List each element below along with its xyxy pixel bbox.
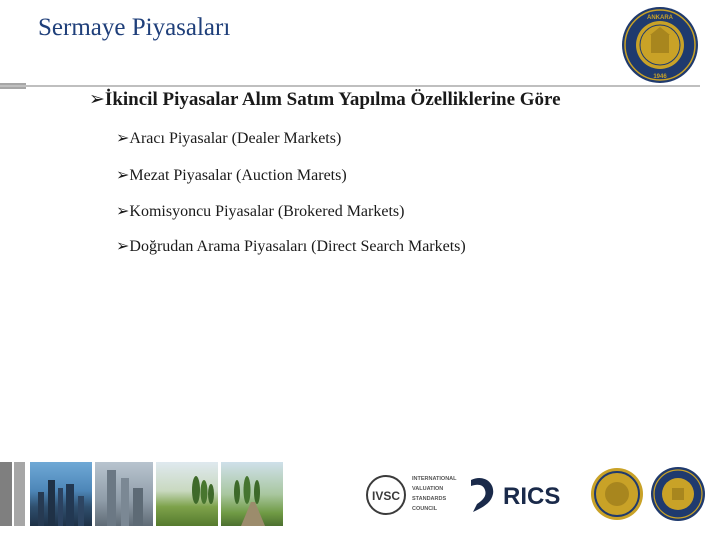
ivsc-line: STANDARDS	[412, 496, 447, 502]
arrow-right-icon: ➢	[116, 201, 130, 220]
arrow-right-icon: ➢	[89, 88, 105, 110]
list-item	[116, 128, 341, 148]
rics-logo	[465, 470, 580, 520]
ivsc-abbr: IVSC	[371, 489, 401, 503]
countryside-photo	[156, 462, 218, 526]
ivsc-line: INTERNATIONAL	[412, 476, 457, 482]
header-divider	[0, 85, 700, 87]
rics-label: RICS	[503, 483, 561, 510]
list-item-text: Doğrudan Arama Piyasaları (Direct Search Markets)	[129, 238, 466, 255]
list-item-text: Aracı Piyasalar (Dealer Markets)	[129, 130, 342, 147]
lion-icon	[471, 478, 493, 512]
ankara-university-small-logo	[650, 464, 706, 524]
slide-title: Sermaye Piyasaları	[38, 14, 231, 41]
list-item	[116, 165, 347, 185]
ivsc-logo	[366, 470, 458, 520]
university-seal-logo	[590, 464, 644, 524]
city-skyline-photo	[30, 462, 92, 526]
arrow-right-icon: ➢	[116, 236, 130, 255]
list-item-text: Komisyoncu Piyasalar (Brokered Markets)	[129, 203, 405, 220]
svg-text:1946: 1946	[653, 74, 667, 80]
ivsc-line: VALUATION	[412, 486, 444, 492]
ivsc-line: COUNCIL	[412, 506, 438, 512]
footer-gray-bar	[0, 462, 12, 526]
arrow-right-icon: ➢	[116, 128, 130, 147]
section-heading-text: İkincil Piyasalar Alım Satım Yapılma Özelliklerine Göre	[104, 89, 561, 110]
list-item	[116, 236, 466, 256]
footer-banner	[0, 462, 720, 526]
list-item	[116, 201, 404, 221]
arrow-right-icon: ➢	[116, 165, 130, 184]
section-heading	[89, 88, 561, 111]
road-landscape-photo	[221, 462, 283, 526]
footer-gray-bar	[14, 462, 25, 526]
towers-photo	[95, 462, 153, 526]
list-item-text: Mezat Piyasalar (Auction Marets)	[129, 167, 347, 184]
svg-text:ANKARA: ANKARA	[647, 15, 673, 21]
ankara-university-logo	[620, 5, 700, 85]
